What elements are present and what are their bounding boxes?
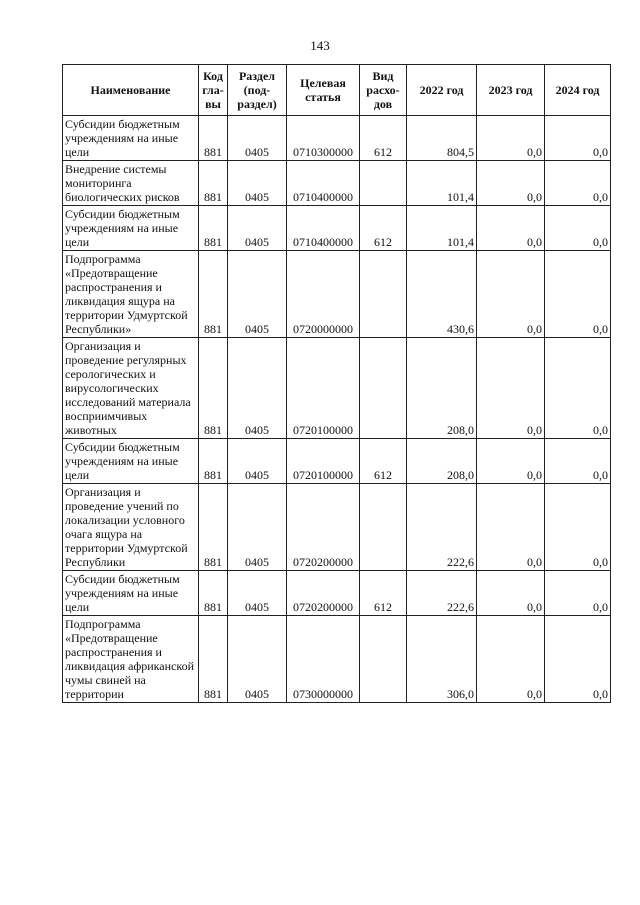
row-name: Внедрение системы мониторинга биологических рисков (63, 161, 199, 206)
row-2024: 0,0 (545, 161, 611, 206)
row-name: Субсидии бюджетным учреждениям на иные цели (63, 116, 199, 161)
table-row (63, 251, 611, 338)
header-2023: 2023 год (477, 65, 545, 116)
row-target: 0710400000 (287, 206, 360, 251)
row-target: 0730000000 (287, 616, 360, 703)
table-row (63, 116, 611, 161)
row-2022: 101,4 (407, 161, 477, 206)
table-row (63, 206, 611, 251)
row-kind (360, 616, 407, 703)
row-name: Субсидии бюджетным учреждениям на иные цели (63, 571, 199, 616)
row-2024: 0,0 (545, 338, 611, 439)
row-section: 0405 (228, 338, 287, 439)
row-2022: 101,4 (407, 206, 477, 251)
row-code: 881 (199, 161, 228, 206)
row-name: Организация и проведение регулярных серологических и вирусологических исследований материала восприимчивых животных (63, 338, 199, 439)
row-code: 881 (199, 206, 228, 251)
budget-table (62, 64, 611, 703)
row-2022: 222,6 (407, 571, 477, 616)
row-name: Подпрограмма «Предотвращение распространения и ликвидация ящура на территории Удмуртской Республики» (63, 251, 199, 338)
row-code: 881 (199, 616, 228, 703)
row-kind: 612 (360, 571, 407, 616)
page-number: 143 (310, 38, 330, 53)
row-section: 0405 (228, 484, 287, 571)
row-2023: 0,0 (477, 116, 545, 161)
header-target: Целевая статья (287, 65, 360, 116)
row-target: 0710300000 (287, 116, 360, 161)
row-2022: 208,0 (407, 338, 477, 439)
table-row (63, 616, 611, 703)
row-section: 0405 (228, 116, 287, 161)
row-2022: 804,5 (407, 116, 477, 161)
row-target: 0710400000 (287, 161, 360, 206)
row-code: 881 (199, 439, 228, 484)
row-code: 881 (199, 484, 228, 571)
row-2024: 0,0 (545, 616, 611, 703)
row-code: 881 (199, 116, 228, 161)
row-2023: 0,0 (477, 251, 545, 338)
row-name: Субсидии бюджетным учреждениям на иные цели (63, 206, 199, 251)
row-2023: 0,0 (477, 484, 545, 571)
row-kind (360, 251, 407, 338)
row-2023: 0,0 (477, 161, 545, 206)
row-2024: 0,0 (545, 251, 611, 338)
row-2023: 0,0 (477, 616, 545, 703)
header-2024: 2024 год (545, 65, 611, 116)
row-section: 0405 (228, 251, 287, 338)
row-kind: 612 (360, 116, 407, 161)
row-2024: 0,0 (545, 484, 611, 571)
row-section: 0405 (228, 439, 287, 484)
row-target: 0720000000 (287, 251, 360, 338)
table-row (63, 161, 611, 206)
row-target: 0720200000 (287, 484, 360, 571)
row-name: Организация и проведение учений по локализации условного очага ящура на территории Удмуртской Республики (63, 484, 199, 571)
row-2023: 0,0 (477, 439, 545, 484)
header-section: Раздел (под- раздел) (228, 65, 287, 116)
table-row (63, 571, 611, 616)
row-code: 881 (199, 571, 228, 616)
header-name: Наименование (63, 65, 199, 116)
table-row (63, 439, 611, 484)
row-2022: 306,0 (407, 616, 477, 703)
row-name: Подпрограмма «Предотвращение распространения и ликвидация африканской чумы свиней на территории (63, 616, 199, 703)
row-2024: 0,0 (545, 116, 611, 161)
row-code: 881 (199, 338, 228, 439)
row-2024: 0,0 (545, 571, 611, 616)
row-kind (360, 338, 407, 439)
table-row (63, 484, 611, 571)
table-header-row (63, 65, 611, 116)
row-2024: 0,0 (545, 439, 611, 484)
row-2023: 0,0 (477, 338, 545, 439)
row-kind (360, 484, 407, 571)
row-2024: 0,0 (545, 206, 611, 251)
row-code: 881 (199, 251, 228, 338)
row-2022: 208,0 (407, 439, 477, 484)
row-2022: 222,6 (407, 484, 477, 571)
header-kind: Вид расхо- дов (360, 65, 407, 116)
row-kind: 612 (360, 439, 407, 484)
header-2022: 2022 год (407, 65, 477, 116)
row-2023: 0,0 (477, 571, 545, 616)
header-code: Код гла- вы (199, 65, 228, 116)
row-section: 0405 (228, 161, 287, 206)
table-row (63, 338, 611, 439)
row-target: 0720100000 (287, 338, 360, 439)
row-target: 0720100000 (287, 439, 360, 484)
row-name: Субсидии бюджетным учреждениям на иные цели (63, 439, 199, 484)
row-target: 0720200000 (287, 571, 360, 616)
row-kind: 612 (360, 206, 407, 251)
row-2023: 0,0 (477, 206, 545, 251)
row-section: 0405 (228, 571, 287, 616)
row-section: 0405 (228, 616, 287, 703)
row-2022: 430,6 (407, 251, 477, 338)
row-kind (360, 161, 407, 206)
row-section: 0405 (228, 206, 287, 251)
